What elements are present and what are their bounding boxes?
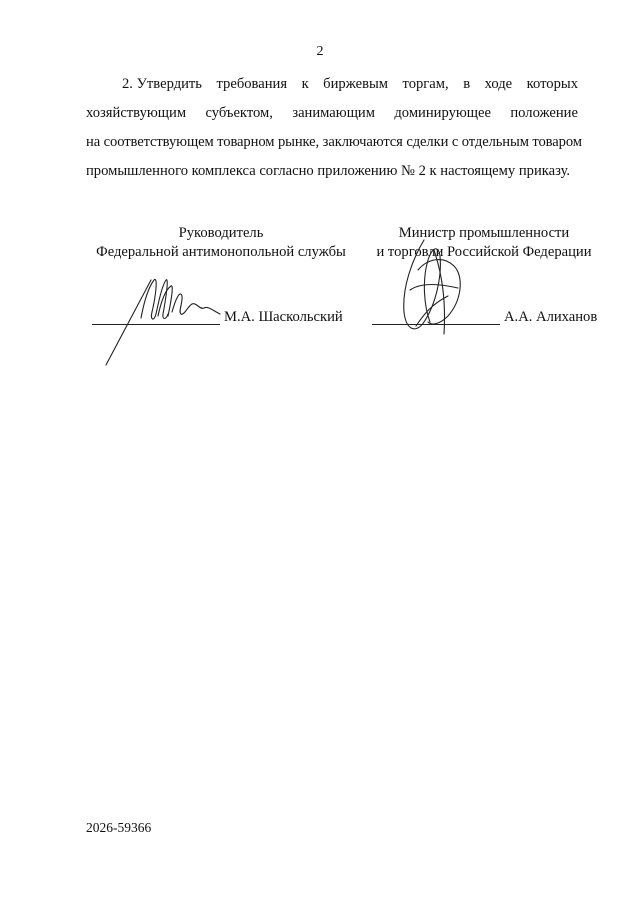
word: 2. Утвердить [122, 76, 202, 92]
word: торгам, [402, 76, 449, 92]
document-paragraph [86, 70, 582, 186]
line-text: промышленного комплекса согласно приложению № 2 к настоящему приказу. [86, 163, 571, 179]
signature-left-title [76, 224, 366, 262]
line-text: на соответствующем товарном рынке, заключаются сделки с отдельным товаром [86, 134, 582, 150]
signature-right-line [372, 324, 500, 325]
page-number: 2 [316, 44, 324, 59]
signature-right-title [362, 224, 606, 262]
paragraph-line [86, 99, 578, 128]
signature-left-name: М.А. Шаскольский [224, 309, 343, 325]
paragraph-line [86, 70, 578, 99]
word: к [301, 76, 309, 92]
document-number: 2026-59366 [86, 820, 152, 835]
signature-right-name: А.А. Алиханов [504, 309, 598, 325]
word: в [463, 76, 471, 92]
paragraph-line [86, 157, 578, 186]
word: требования [216, 76, 288, 92]
word: субъектом, [205, 105, 273, 121]
word: занимающим [292, 105, 375, 121]
signature-left-line [92, 324, 220, 325]
word: ходе [484, 76, 513, 92]
signature-left-title-line2: Федеральной антимонопольной службы [96, 244, 346, 260]
word: биржевым [323, 76, 389, 92]
word: положение [510, 105, 578, 121]
signature-left-title-line1: Руководитель [178, 225, 264, 241]
word: хозяйствующим [86, 105, 187, 121]
signature-right-title-line2: и торговли Российской Федерации [376, 244, 592, 260]
word: которых [526, 76, 578, 92]
word: доминирующее [394, 105, 491, 121]
paragraph-line [86, 128, 582, 157]
signature-right-title-line1: Министр промышленности [398, 225, 570, 241]
